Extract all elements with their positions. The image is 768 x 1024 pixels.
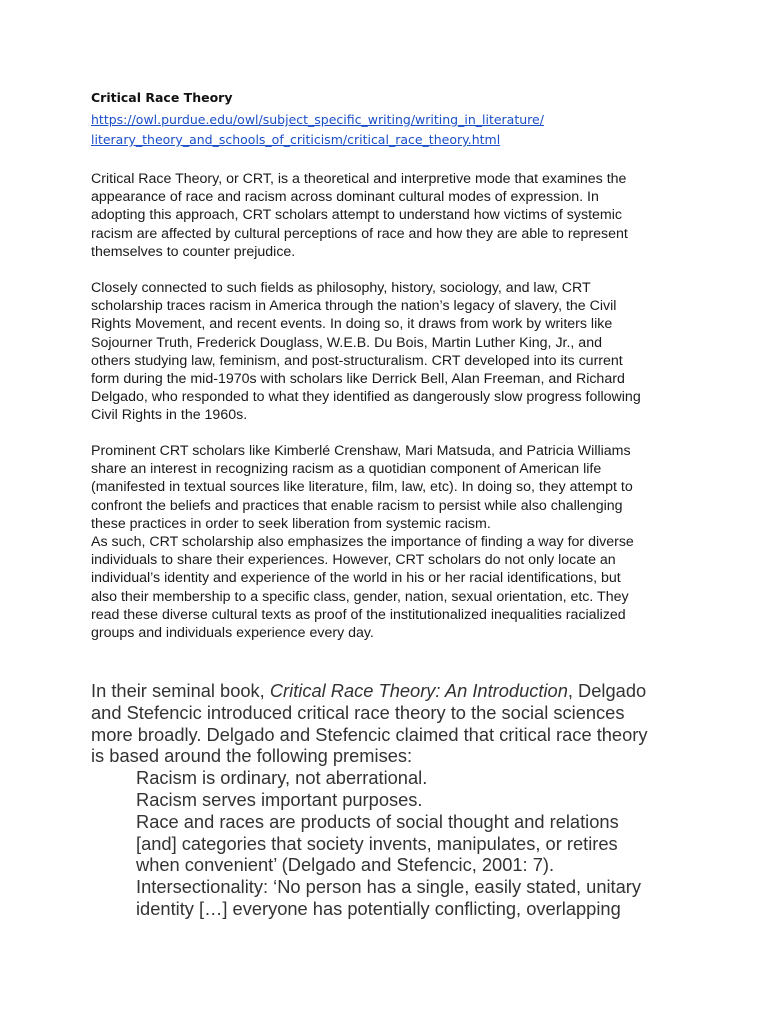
text-line: Rights Movement, and recent events. In doing so, it draws from work by writers like xyxy=(91,316,613,333)
text-line: (manifested in textual sources like literature, film, law, etc). In doing so, they attempt to xyxy=(91,479,633,496)
text-line: read these diverse cultural texts as proof of the institutionalized inequalities racialized xyxy=(91,606,626,623)
premise-line: Race and races are products of social thought and relations xyxy=(136,810,619,832)
premise-line: identity […] everyone has potentially conflicting, overlapping xyxy=(136,897,621,919)
intro-prefix: In their seminal book, xyxy=(91,680,270,701)
excerpt-line: and Stefencic introduced critical race theory to the social sciences xyxy=(91,701,625,723)
text-line: Sojourner Truth, Frederick Douglass, W.E.B. Du Bois, Martin Luther King, Jr., and xyxy=(91,334,602,351)
book-title: Critical Race Theory: An Introduction xyxy=(269,680,568,701)
excerpt-line: more broadly. Delgado and Stefencic claimed that critical race theory xyxy=(91,723,648,745)
premise-line: Racism serves important purposes. xyxy=(136,788,423,810)
text-line: Delgado, who responded to what they identified as dangerously slow progress following xyxy=(91,389,641,406)
source-url-link[interactable] xyxy=(91,110,544,150)
excerpt-line: is based around the following premises: xyxy=(91,745,413,767)
premise-line: when convenient’ (Delgado and Stefencic, 2001: 7). xyxy=(136,854,555,876)
source-url-line-2[interactable]: literary_theory_and_schools_of_criticism/critical_race_theory.html xyxy=(91,132,501,147)
text-line: share an interest in recognizing racism as a quotidian component of American life xyxy=(91,461,602,478)
text-line: form during the mid-1970s with scholars like Derrick Bell, Alan Freeman, and Richard xyxy=(91,371,625,388)
text-line: themselves to counter prejudice. xyxy=(91,243,296,260)
paragraph-scholars xyxy=(91,442,691,642)
paragraph-intro xyxy=(91,170,691,261)
intro-suffix: , Delgado xyxy=(567,680,647,701)
text-line: also their membership to a specific class, gender, nation, sexual orientation, etc. They xyxy=(91,588,629,605)
premise-line: [and] categories that society invents, manipulates, or retires xyxy=(136,832,618,854)
text-line: racism are affected by cultural perceptions of race and how they are able to represent xyxy=(91,225,628,242)
text-line: individual’s identity and experience of the world in his or her racial identifications, but xyxy=(91,570,621,587)
text-line: Closely connected to such fields as philosophy, history, sociology, and law, CRT xyxy=(91,280,591,296)
excerpt-block xyxy=(91,680,711,920)
text-line: As such, CRT scholarship also emphasizes the importance of finding a way for diverse xyxy=(91,534,634,551)
premise-line: Racism is ordinary, not aberrational. xyxy=(136,767,428,789)
text-line: Civil Rights in the 1960s. xyxy=(91,407,248,424)
text-line: groups and individuals experience every day. xyxy=(91,625,374,642)
paragraph-history xyxy=(91,279,691,425)
source-url-line-1[interactable]: https://owl.purdue.edu/owl/subject_specific_writing/writing_in_literature/ xyxy=(91,112,544,127)
text-line: appearance of race and racism across dominant cultural modes of expression. In xyxy=(91,189,599,206)
document-title: Critical Race Theory xyxy=(91,90,233,105)
text-line: Prominent CRT scholars like Kimberlé Crenshaw, Mari Matsuda, and Patricia Williams xyxy=(91,443,631,459)
text-line: scholarship traces racism in America through the nation’s legacy of slavery, the Civil xyxy=(91,298,617,315)
text-line: others studying law, feminism, and post-structuralism. CRT developed into its current xyxy=(91,352,623,369)
premise-line: Intersectionality: ‘No person has a single, easily stated, unitary xyxy=(136,876,642,898)
text-line: adopting this approach, CRT scholars attempt to understand how victims of systemic xyxy=(91,207,622,224)
text-line: individuals to share their experiences. However, CRT scholars do not only locate an xyxy=(91,552,616,569)
text-line: these practices in order to seek liberation from systemic racism. xyxy=(91,515,491,532)
text-line: Critical Race Theory, or CRT, is a theoretical and interpretive mode that examines the xyxy=(91,171,627,187)
excerpt-intro-line xyxy=(91,680,711,702)
text-line: confront the beliefs and practices that enable racism to persist while also challenging xyxy=(91,497,623,514)
